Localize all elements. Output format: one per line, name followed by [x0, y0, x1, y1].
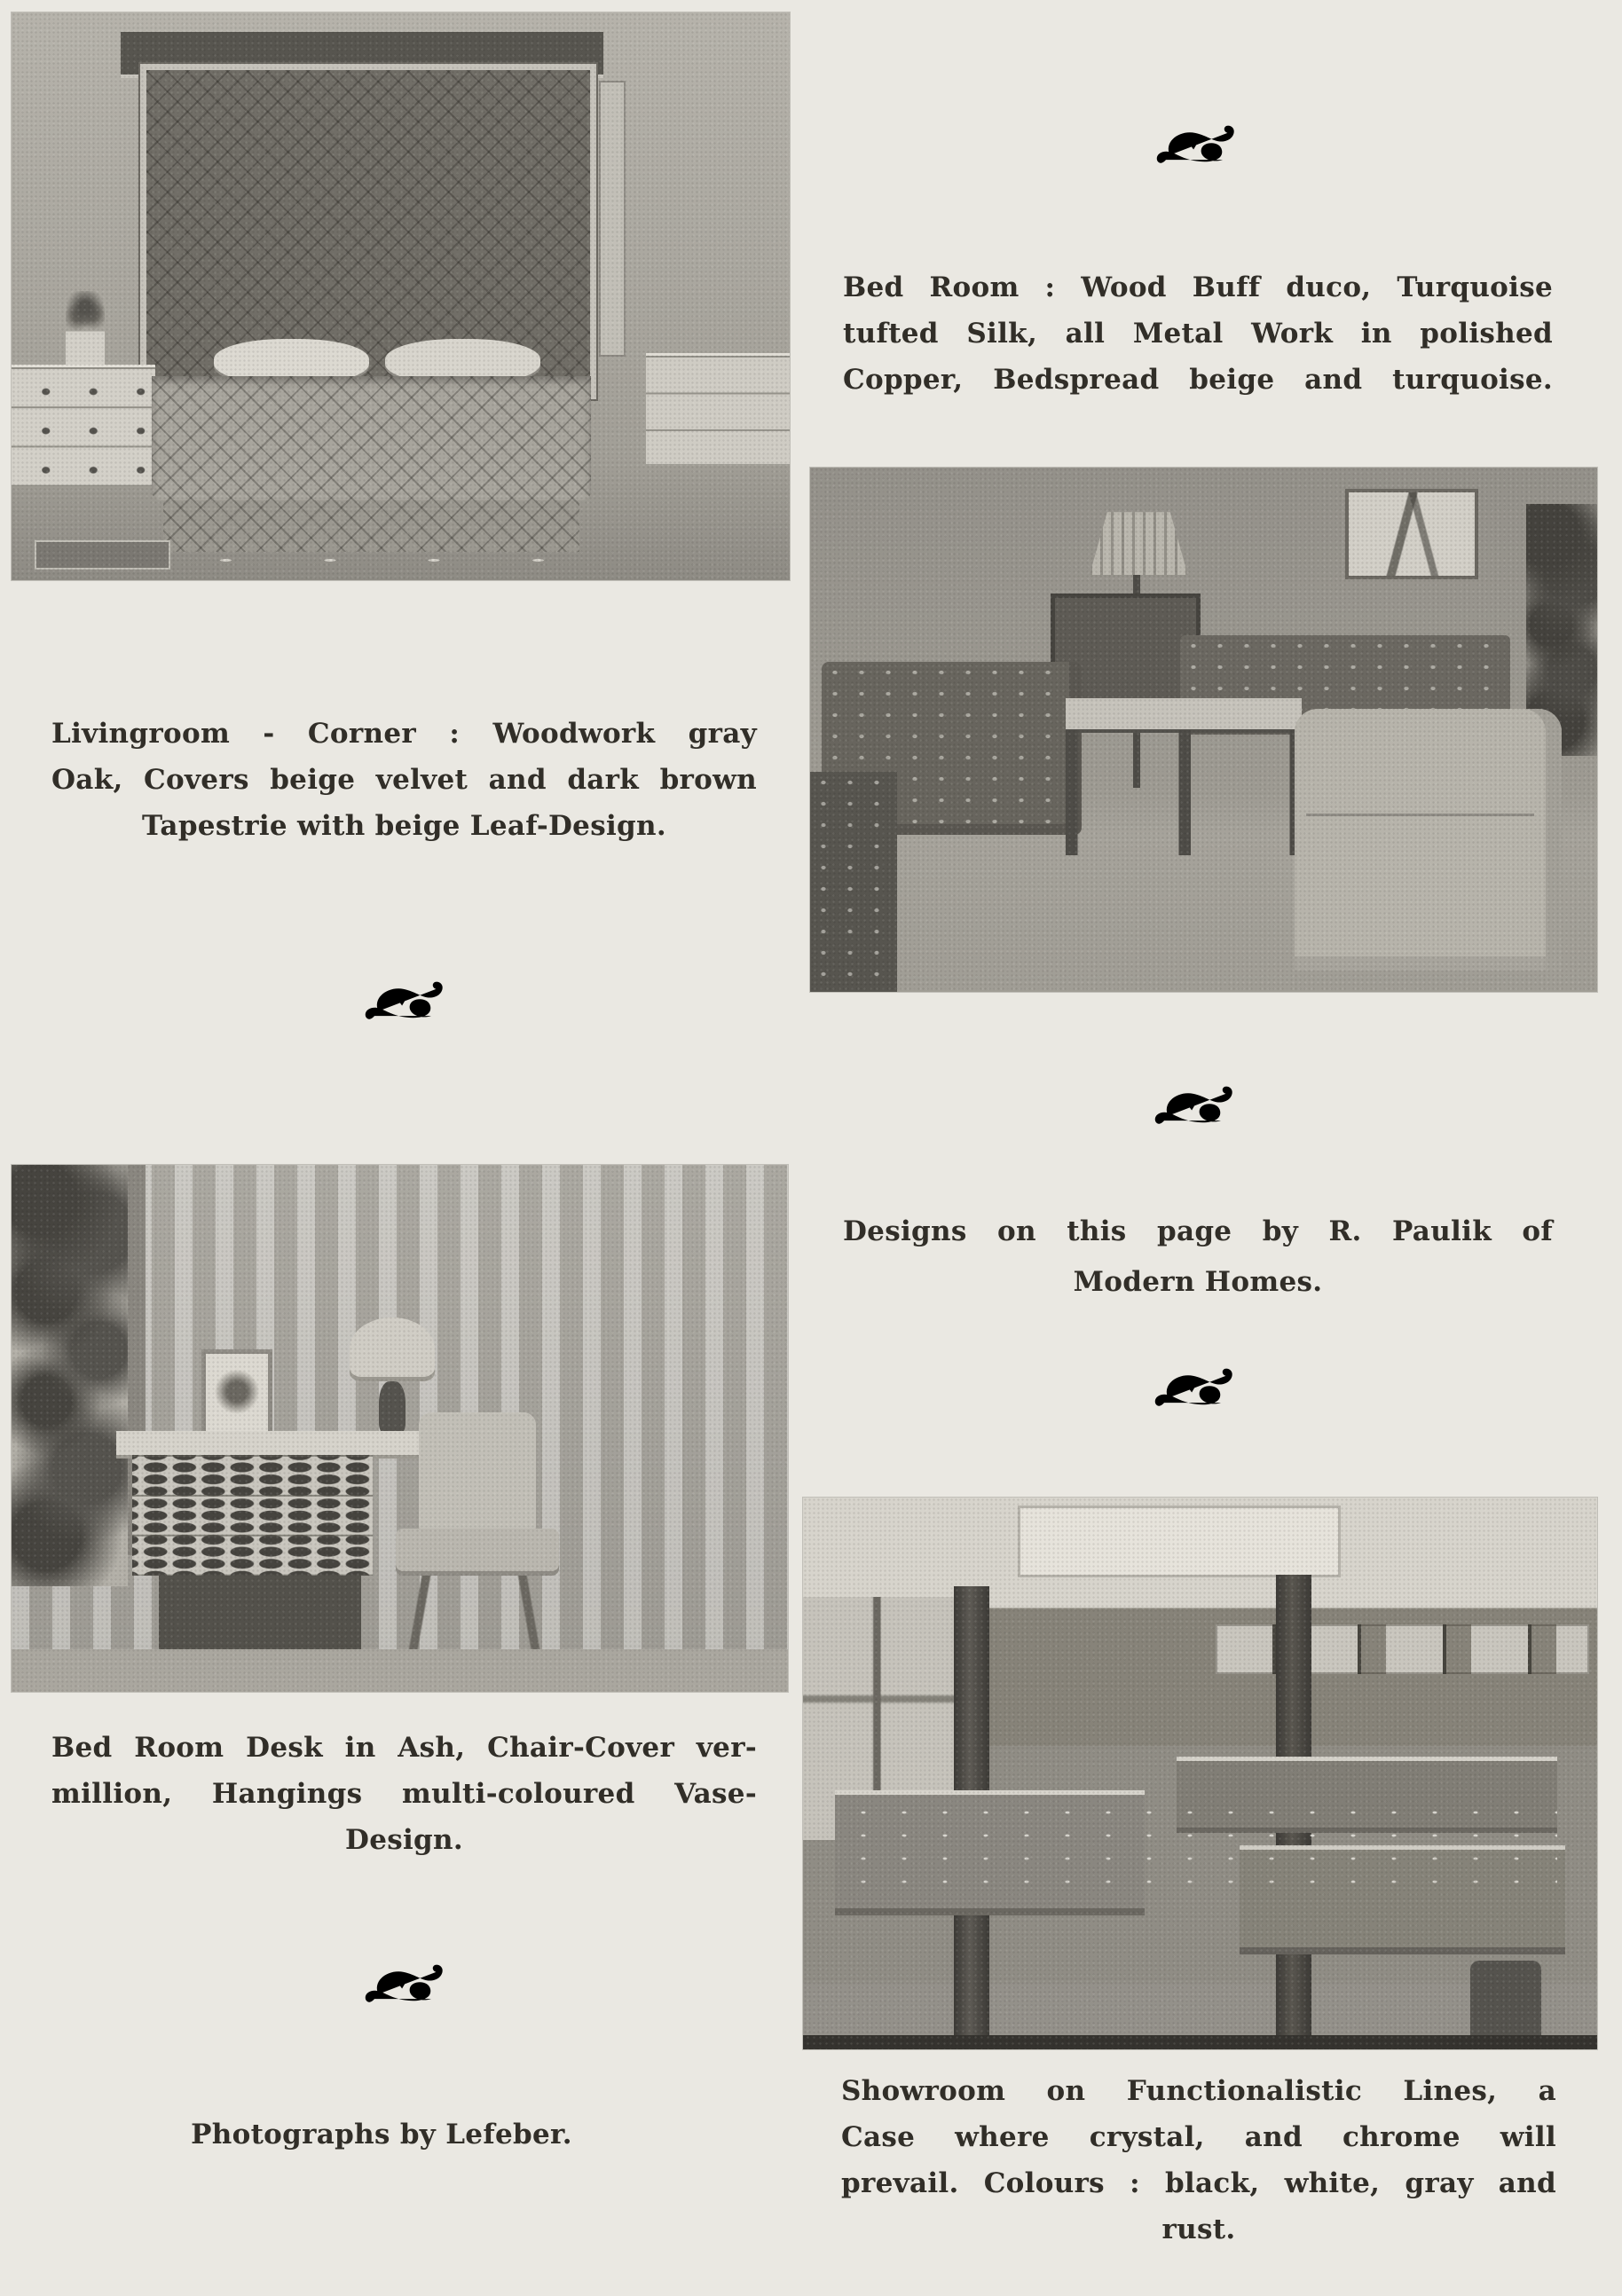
caption-desk-line: Design.	[345, 1824, 463, 1856]
caption-livingroom-line: Tapestrie with beige Leaf-Design.	[142, 810, 666, 842]
caption-showroom-line: Case where crystal, and chrome will	[841, 2121, 1556, 2153]
desk-lamp-shade	[350, 1317, 435, 1380]
caption-desk-line: Bed Room Desk in Ash, Chair-Cover ver-	[51, 1732, 757, 1764]
bedroom-right-chest	[646, 353, 790, 464]
flourish-ornament-4	[1152, 1361, 1248, 1418]
showroom-goods-sparkle	[843, 1801, 1558, 1900]
caption-designs-line: Designs on this page by R. Paulik of	[843, 1215, 1553, 1247]
livingroom-armchair-cushion-line	[1306, 814, 1534, 816]
caption-desk-line: million, Hangings multi-coloured Vase-	[51, 1778, 757, 1810]
livingroom-picture	[1345, 489, 1478, 580]
caption-photographs-line: Photographs by Lefeber.	[191, 2119, 572, 2151]
bedroom-flower-vase	[66, 291, 105, 365]
caption-livingroom-line: Livingroom - Corner : Woodwork gray	[51, 718, 757, 750]
livingroom-armchair	[1295, 709, 1563, 971]
bedroom-mirror	[599, 81, 626, 357]
showroom-skylight	[1018, 1506, 1341, 1577]
photo-showroom	[803, 1498, 1597, 2049]
desk-chair-back	[419, 1412, 535, 1545]
caption-photographs	[27, 2111, 736, 2158]
desk-chair-seat	[396, 1529, 559, 1576]
livingroom-table-top	[1066, 698, 1302, 729]
caption-bedroom-line: Bed Room : Wood Buff duco, Turquoise	[843, 271, 1553, 303]
flourish-ornament-5	[362, 1957, 458, 2014]
flourish-ornament-2	[362, 974, 458, 1031]
caption-bedroom-line: tufted Silk, all Metal Work in polished	[843, 318, 1553, 350]
caption-designs-line: Modern Homes.	[1073, 1266, 1323, 1298]
desk-picture-frame	[201, 1349, 272, 1443]
caption-showroom	[841, 2068, 1556, 2253]
caption-desk	[51, 1725, 757, 1863]
showroom-pictures-row	[1216, 1624, 1589, 1674]
desk-drawers	[132, 1455, 373, 1577]
bedroom-left-chest	[12, 365, 155, 486]
showroom-chair-silhouette	[1470, 1961, 1542, 2038]
caption-showroom-line: Showroom on Functionalistic Lines, a	[841, 2075, 1556, 2107]
flourish-ornament-3	[1152, 1079, 1248, 1136]
bedroom-pompoms	[163, 549, 579, 572]
livingroom-table-legs	[1066, 730, 1302, 856]
desk-floor	[12, 1649, 788, 1692]
caption-livingroom	[51, 711, 757, 849]
desk-floral-curtain	[12, 1165, 128, 1586]
bedroom-bed-skirt	[163, 500, 579, 552]
flourish-ornament-1	[1154, 118, 1249, 175]
bedroom-rug	[35, 540, 170, 570]
caption-bedroom	[843, 264, 1553, 403]
caption-showroom-line: rust.	[1161, 2213, 1236, 2245]
caption-designs	[843, 1207, 1553, 1308]
livingroom-corner-chair	[810, 772, 897, 992]
photo-bedroom	[12, 12, 790, 580]
desk-lamp-base	[379, 1381, 406, 1434]
caption-showroom-line: prevail. Colours : black, white, gray and	[841, 2167, 1556, 2199]
caption-livingroom-line: Oak, Covers beige velvet and dark brown	[51, 764, 757, 796]
caption-bedroom-line: Copper, Bedspread beige and turquoise.	[843, 364, 1553, 396]
photo-desk	[12, 1165, 788, 1692]
showroom-bottom-edge	[803, 2035, 1597, 2049]
bedroom-bedspread	[152, 376, 592, 501]
photo-livingroom	[810, 468, 1597, 992]
